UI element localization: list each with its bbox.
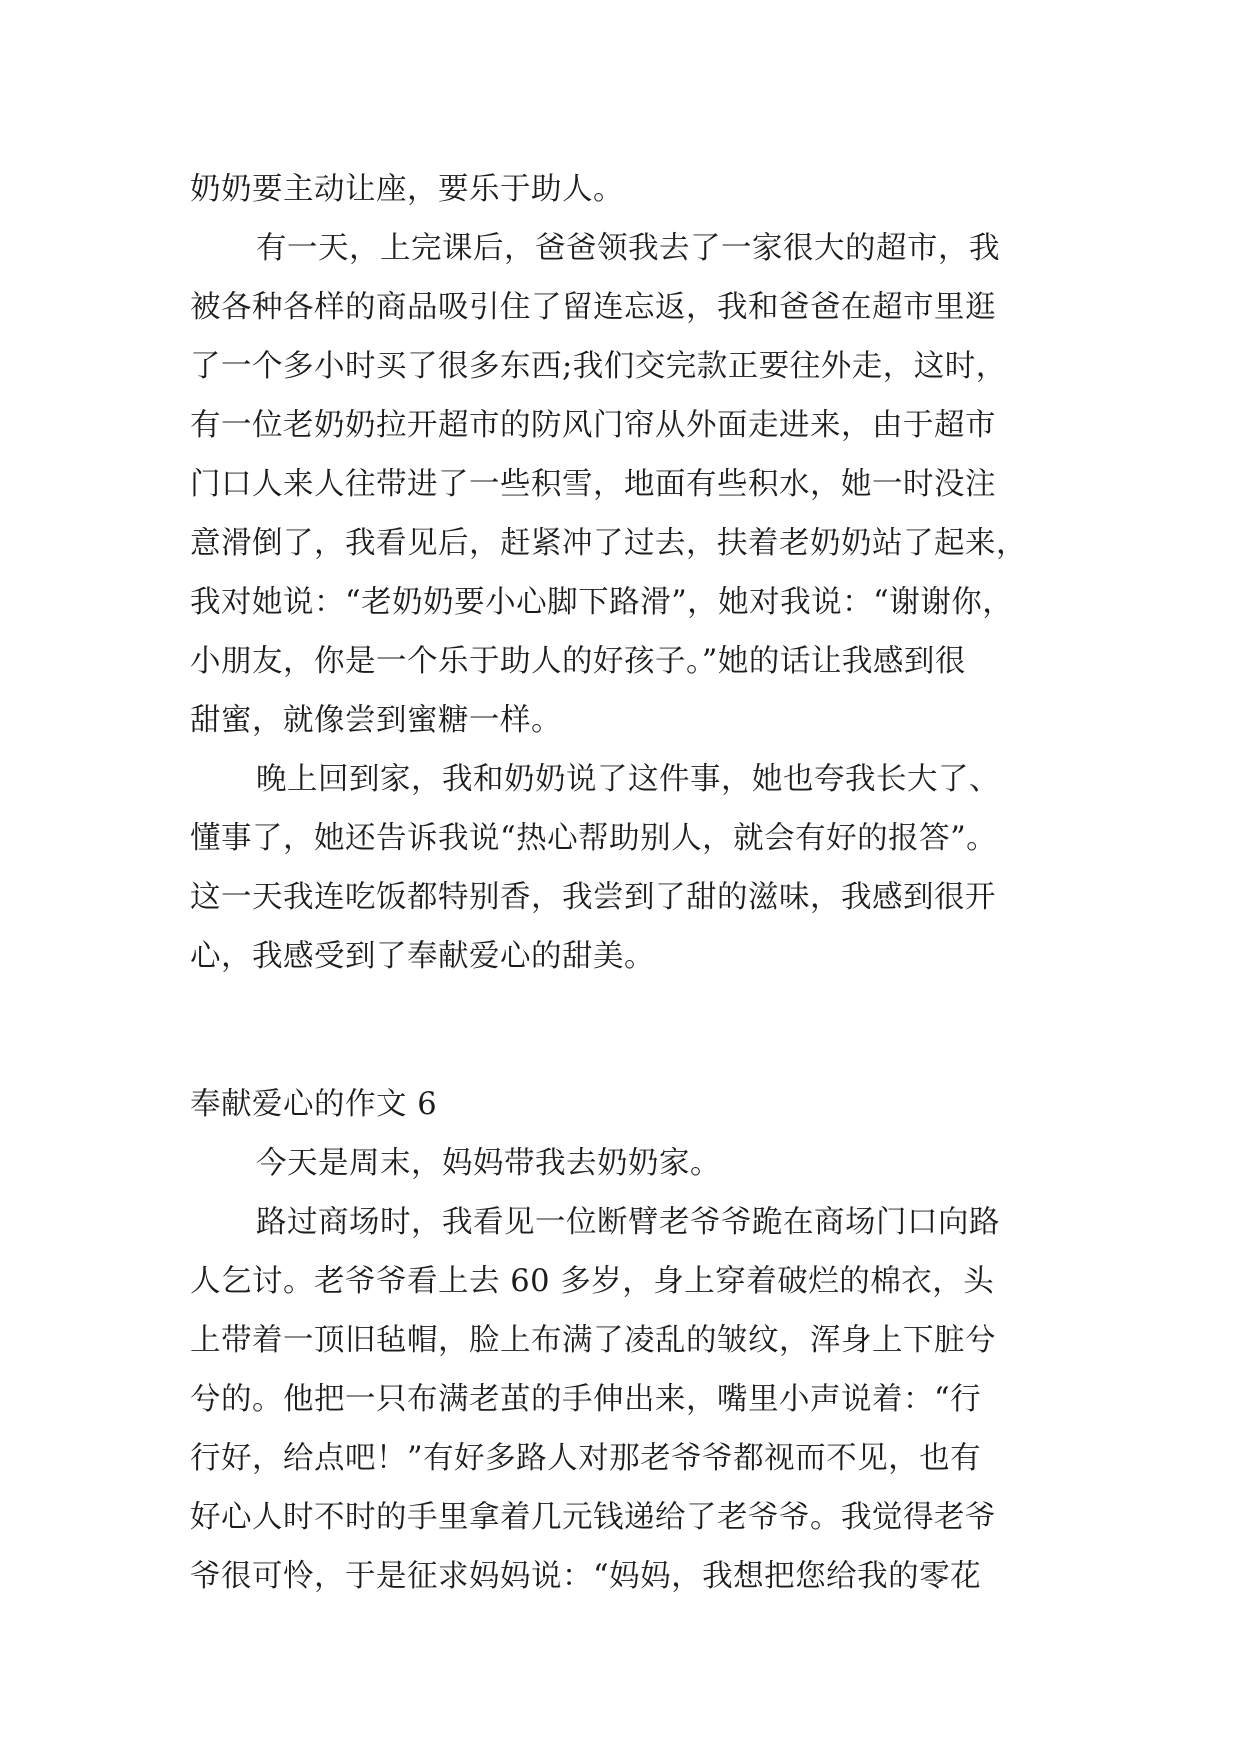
section-gap: [190, 986, 1070, 1045]
text-line: 这一天我连吃饭都特别香，我尝到了甜的滋味，我感到很开: [190, 880, 996, 915]
text-line: 我对她说：“老奶奶要小心脚下路滑”，她对我说：“谢谢你，: [190, 585, 1014, 620]
document-body: [190, 160, 1070, 1606]
text-line: 门口人来人往带进了一些积雪，地面有些积水，她一时没注: [190, 467, 996, 502]
section-heading: 奉献爱心的作文 6: [190, 1087, 438, 1122]
text-line: 兮的。他把一只布满老茧的手伸出来，嘴里小声说着：“行: [190, 1382, 982, 1417]
text-line: 行好，给点吧！”有好多路人对那老爷爷都视而不见，也有: [190, 1441, 982, 1476]
text-line: 被各种各样的商品吸引住了留连忘返，我和爸爸在超市里逛: [190, 290, 996, 325]
text-line: 好心人时不时的手里拿着几元钱递给了老爷爷。我觉得老爷: [190, 1500, 996, 1535]
text-line: 奶奶要主动让座，要乐于助人。: [190, 172, 624, 207]
essay-part-5-body: [190, 160, 1070, 986]
text-line: 爷很可怜，于是征求妈妈说：“妈妈，我想把您给我的零花: [190, 1559, 982, 1594]
essay-part-6-body: [190, 1134, 1070, 1606]
text-line: 有一天，上完课后，爸爸领我去了一家很大的超市，我: [256, 231, 1000, 266]
text-line: 有一位老奶奶拉开超市的防风门帘从外面走进来，由于超市: [190, 408, 996, 443]
text-line: 心，我感受到了奉献爱心的甜美。: [190, 939, 655, 974]
text-line: 人乞讨。老爷爷看上去 60 多岁，身上穿着破烂的棉衣，头: [190, 1264, 995, 1299]
text-line: 路过商场时，我看见一位断臂老爷爷跪在商场门口向路: [256, 1205, 1000, 1240]
text-line: 意滑倒了，我看见后，赶紧冲了过去，扶着老奶奶站了起来，: [190, 526, 1027, 561]
text-line: 小朋友，你是一个乐于助人的好孩子。”她的话让我感到很: [190, 644, 966, 679]
text-line: 了一个多小时买了很多东西;我们交完款正要往外走，这时，: [190, 349, 1007, 384]
text-line: 懂事了，她还告诉我说“热心帮助别人，就会有好的报答”。: [190, 821, 998, 856]
text-line: 甜蜜，就像尝到蜜糖一样。: [190, 703, 562, 738]
text-line: 晚上回到家，我和奶奶说了这件事，她也夸我长大了、: [256, 762, 1000, 797]
text-line: 今天是周末，妈妈带我去奶奶家。: [256, 1146, 721, 1181]
text-line: 上带着一顶旧毡帽，脸上布满了凌乱的皱纹，浑身上下脏兮: [190, 1323, 996, 1358]
